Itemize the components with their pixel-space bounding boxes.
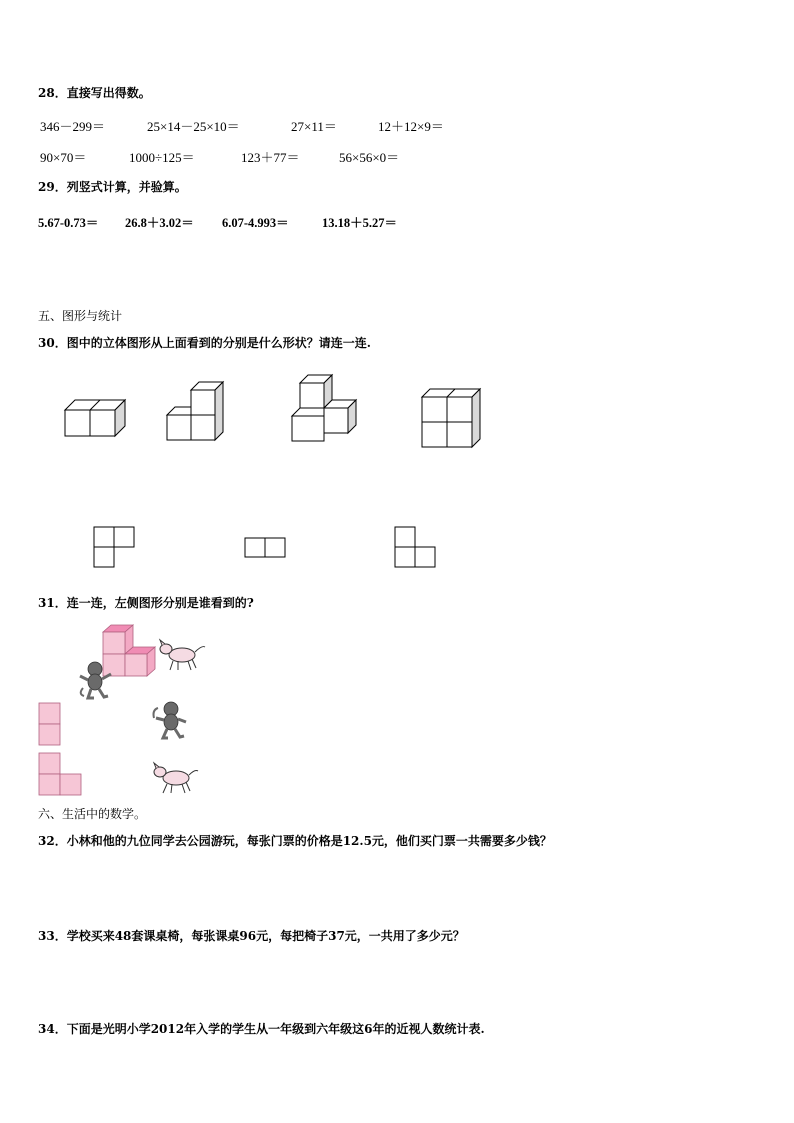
top-view-2 <box>244 537 289 562</box>
solid-figure-4 <box>420 387 485 452</box>
section6-title: 六、生活中的数学。 <box>38 807 147 821</box>
q28-item-5: 90×70＝ <box>40 150 87 165</box>
q28-item-4: 12＋12×9＝ <box>378 119 444 134</box>
section5-title: 五、图形与统计 <box>38 309 123 323</box>
q28-item-7: 123＋77＝ <box>241 150 300 165</box>
solid-figure-3 <box>290 375 365 445</box>
q28-title: 28．直接写出得数。 <box>38 86 151 100</box>
top-view-1 <box>93 526 138 571</box>
solid-figure-2 <box>165 380 230 445</box>
q29-title: 29．列竖式计算，并验算。 <box>38 180 187 194</box>
q33-title: 33．学校买来48套课桌椅，每张课桌96元，每把椅子37元，一共用了多少元？ <box>38 929 465 943</box>
q32-title: 32．小林和他的九位同学去公园游玩，每张门票的价格是12.5元，他们买门票一共需要多少钱？ <box>38 834 552 848</box>
q31-title: 31．连一连，左侧图形分别是谁看到的? <box>38 596 254 610</box>
q29-item-1: 5.67-0.73＝ <box>38 216 99 230</box>
solid-figure-1 <box>60 390 130 440</box>
q28-item-8: 56×56×0＝ <box>339 150 400 165</box>
q28-item-6: 1000÷125＝ <box>129 150 195 165</box>
q30-title: 30．图中的立体图形从上面看到的分别是什么形状？请连一连. <box>38 336 371 350</box>
monkey-icon-2 <box>152 700 190 740</box>
q34-title: 34．下面是光明小学2012年入学的学生从一年级到六年级这6年的近视人数统计表. <box>38 1022 485 1036</box>
dog-icon-2 <box>150 760 200 796</box>
q28-item-1: 346－299＝ <box>40 119 106 134</box>
dog-icon <box>158 637 208 673</box>
q29-item-2: 26.8＋3.02＝ <box>125 216 194 230</box>
top-view-3 <box>394 526 439 571</box>
q29-item-4: 13.18＋5.27＝ <box>322 216 398 230</box>
view-figure-2 <box>38 752 84 798</box>
q28-item-3: 27×11＝ <box>291 119 337 134</box>
q29-item-3: 6.07-4.993＝ <box>222 216 289 230</box>
monkey-icon <box>78 660 116 700</box>
q28-item-2: 25×14－25×10＝ <box>147 119 240 134</box>
view-figure-1 <box>38 702 64 748</box>
